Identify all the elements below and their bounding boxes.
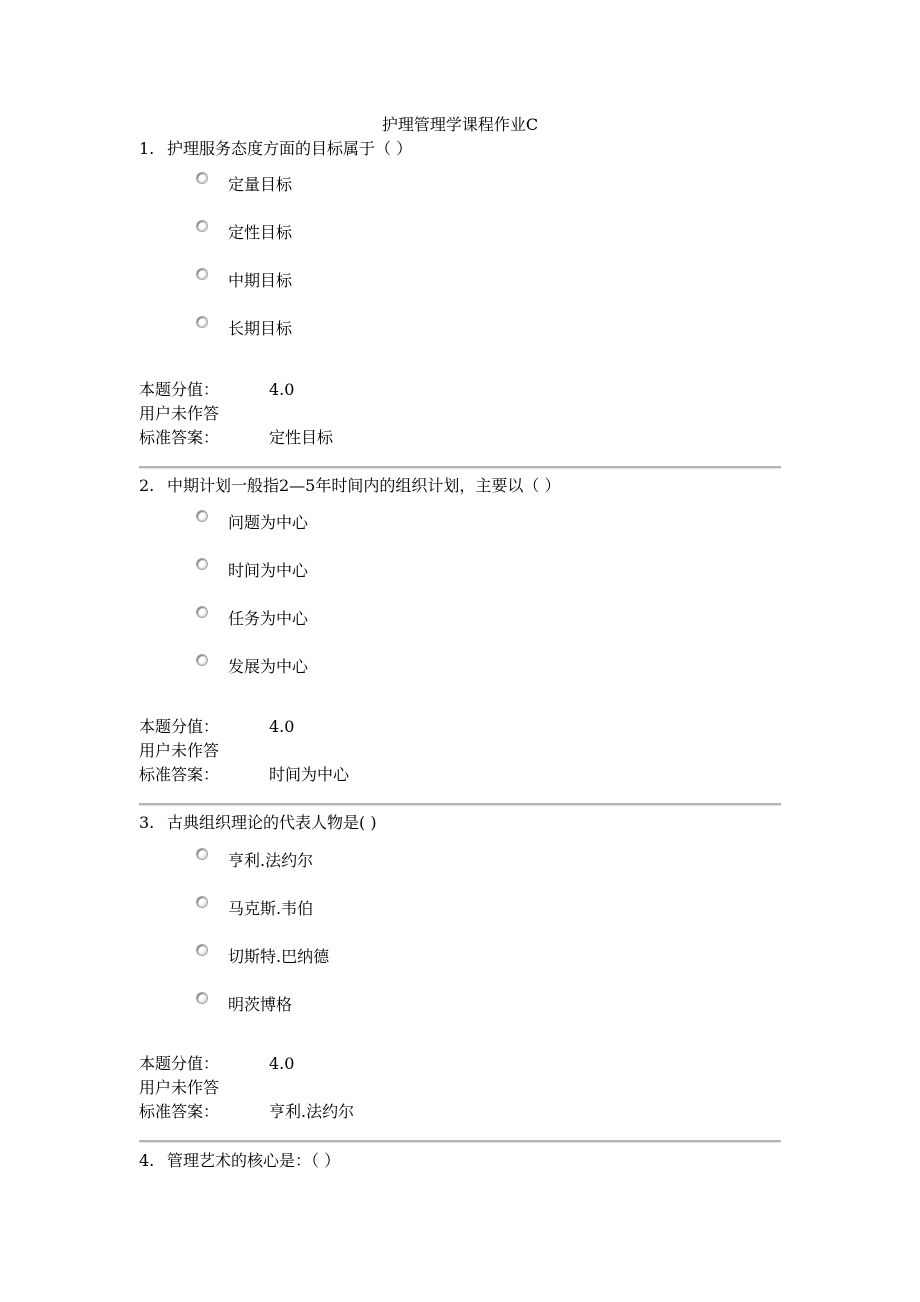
option-label: 定性目标: [228, 223, 293, 242]
option-label: 中期目标: [228, 271, 293, 290]
question-prompt: 中期计划一般指2—5年时间内的组织计划，主要以（ ）: [167, 476, 561, 495]
score-value: 4.0: [269, 717, 295, 736]
question-3-text: [139, 812, 377, 834]
answer-label: 标准答案：: [139, 428, 220, 447]
option-label: 马克斯.韦伯: [228, 899, 314, 918]
radio-button-icon[interactable]: [196, 992, 208, 1004]
question-prompt: 护理服务态度方面的目标属于（ ）: [167, 139, 413, 158]
question-number: 4.: [139, 1151, 155, 1170]
question-prompt: 管理艺术的核心是：（ ）: [167, 1151, 341, 1170]
question-1-text: [139, 138, 412, 160]
answer-row: [139, 763, 349, 787]
answer-value: 时间为中心: [269, 765, 350, 784]
score-value: 4.0: [269, 1054, 295, 1073]
radio-button-icon[interactable]: [196, 944, 208, 956]
divider: [139, 1140, 781, 1143]
radio-button-icon[interactable]: [196, 654, 208, 666]
option-label: 发展为中心: [228, 657, 309, 676]
radio-button-icon[interactable]: [196, 896, 208, 908]
radio-button-icon[interactable]: [196, 316, 208, 328]
answer-value: 亨利.法约尔: [269, 1102, 355, 1121]
radio-button-icon[interactable]: [196, 848, 208, 860]
answer-label: 标准答案：: [139, 765, 220, 784]
score-row: [139, 715, 294, 739]
unanswered-status: 用户未作答: [139, 1078, 220, 1097]
question-number: 2.: [139, 476, 155, 495]
option-label: 切斯特.巴纳德: [228, 947, 330, 966]
radio-button-icon[interactable]: [196, 606, 208, 618]
score-row: [139, 1052, 294, 1076]
option-label: 任务为中心: [228, 609, 309, 628]
question-number: 3.: [139, 813, 155, 832]
answer-row: [139, 1100, 354, 1124]
option-label: 定量目标: [228, 175, 293, 194]
radio-button-icon[interactable]: [196, 510, 208, 522]
radio-button-icon[interactable]: [196, 220, 208, 232]
score-row: [139, 378, 294, 402]
question-number: 1.: [139, 139, 155, 158]
option-label: 时间为中心: [228, 561, 309, 580]
score-value: 4.0: [269, 380, 295, 399]
question-2-text: [139, 475, 560, 497]
option-label: 明茨博格: [228, 995, 293, 1014]
unanswered-status: 用户未作答: [139, 741, 220, 760]
score-label: 本题分值：: [139, 380, 220, 399]
answer-value: 定性目标: [269, 428, 334, 447]
radio-button-icon[interactable]: [196, 172, 208, 184]
option-label: 长期目标: [228, 319, 293, 338]
score-label: 本题分值：: [139, 1054, 220, 1073]
answer-row: [139, 426, 333, 450]
divider: [139, 466, 781, 469]
score-label: 本题分值：: [139, 717, 220, 736]
radio-button-icon[interactable]: [196, 268, 208, 280]
question-4-text: [139, 1150, 340, 1172]
option-label: 问题为中心: [228, 513, 309, 532]
divider: [139, 803, 781, 806]
document-title: 护理管理学课程作业C: [381, 115, 539, 134]
answer-label: 标准答案：: [139, 1102, 220, 1121]
question-prompt: 古典组织理论的代表人物是( ): [167, 813, 377, 832]
unanswered-status: 用户未作答: [139, 404, 220, 423]
radio-button-icon[interactable]: [196, 558, 208, 570]
option-label: 亨利.法约尔: [228, 851, 314, 870]
